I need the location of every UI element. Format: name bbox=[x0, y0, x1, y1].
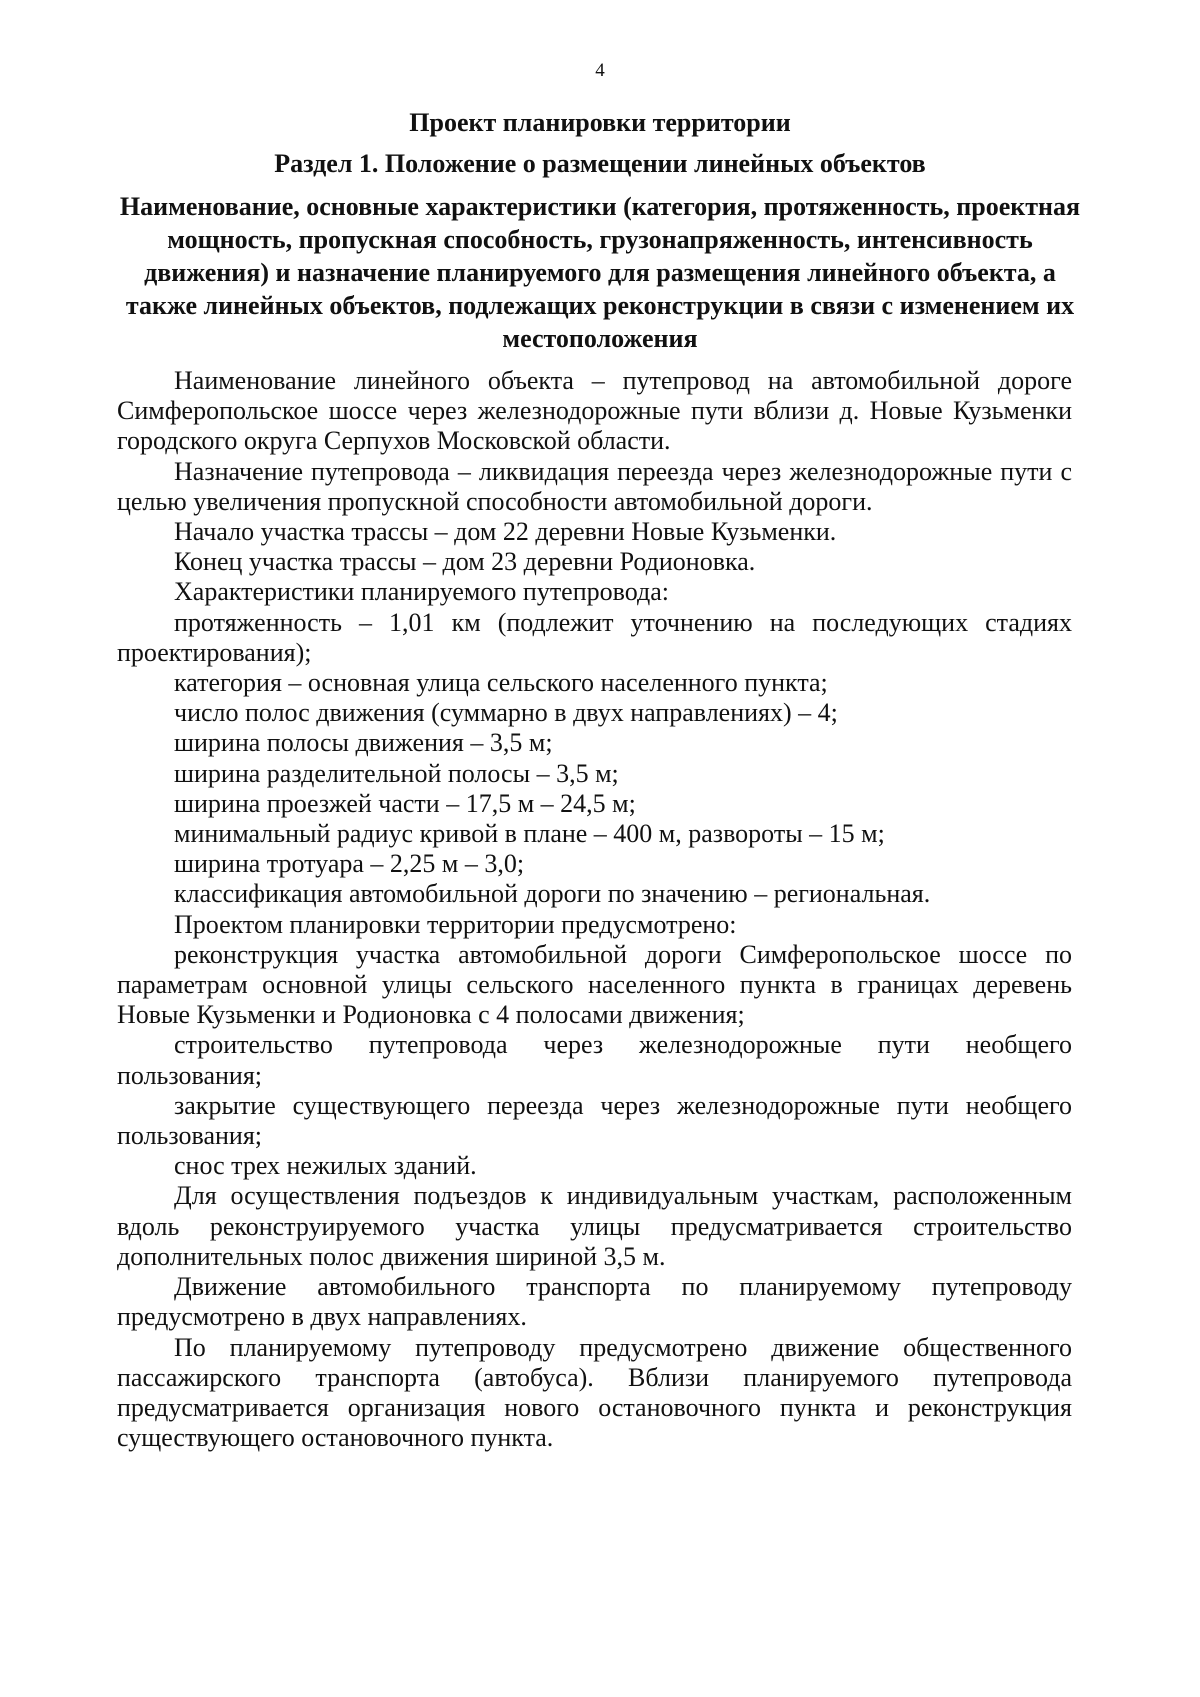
list-item: закрытие существующего переезда через железнодорожные пути необщего пользования; bbox=[117, 1090, 1072, 1151]
list-item: ширина тротуара – 2,25 м – 3,0; bbox=[174, 849, 525, 879]
list-item: ширина разделительной полосы – 3,5 м; bbox=[174, 758, 619, 788]
paragraph: Начало участка трассы – дом 22 деревни Новые Кузьменки. bbox=[174, 517, 837, 547]
paragraph: Движение автомобильного транспорта по планируемому путепроводу предусмотрено в двух направлениях. bbox=[117, 1272, 1072, 1332]
list-item: ширина проезжей части – 17,5 м – 24,5 м; bbox=[174, 788, 636, 818]
list-item: снос трех нежилых зданий. bbox=[174, 1151, 477, 1181]
paragraph: По планируемому путепроводу предусмотрено движение общественного пассажирского транспорта (автобуса). Вблизи планируемого путепровода предусматривается организация нового остановочного пункта и реконструкция существующего остановочного пункта. bbox=[117, 1332, 1072, 1453]
body-text bbox=[117, 366, 1072, 1453]
paragraph: Наименование линейного объекта – путепровод на автомобильной дороге Симферопольское шоссе через железнодорожные пути вблизи д. Новые Кузьменки городского округа Серпухов Московской области. bbox=[117, 366, 1072, 456]
page-number: 4 bbox=[595, 60, 605, 81]
paragraph: Проектом планировки территории предусмотрено: bbox=[174, 909, 737, 939]
list-item: строительство путепровода через железнодорожные пути необщего пользования; bbox=[117, 1030, 1072, 1090]
section-heading: Раздел 1. Положение о размещении линейных объектов bbox=[274, 149, 926, 178]
section-subtitle: Наименование, основные характеристики (категория, протяженность, проектная мощность, пропускная способность, грузонапряженность, интенсивность движения) и назначение планируемого для размещения линейного объекта, а также линейных объектов, подлежащих реконструкции в связи с изменением их местоположения bbox=[119, 192, 1081, 353]
list-item: минимальный радиус кривой в плане – 400 м, развороты – 15 м; bbox=[174, 819, 885, 849]
list-item: реконструкция участка автомобильной дороги Симферопольское шоссе по параметрам основной улицы сельского населенного пункта в границах деревень Новые Кузьменки и Родионовка с 4 полосами движения; bbox=[117, 939, 1072, 1030]
list-item: число полос движения (суммарно в двух направлениях) – 4; bbox=[174, 698, 838, 728]
paragraph: Для осуществления подъездов к индивидуальным участкам, расположенным вдоль реконструируемого участка улицы предусматривается строительство дополнительных полос движения шириной 3,5 м. bbox=[117, 1181, 1072, 1271]
document-title: Проект планировки территории bbox=[409, 108, 791, 137]
list-item: категория – основная улица сельского населенного пункта; bbox=[174, 668, 828, 698]
paragraph: Назначение путепровода – ликвидация переезда через железнодорожные пути с целью увеличения пропускной способности автомобильной дороги. bbox=[117, 456, 1072, 516]
paragraph: Характеристики планируемого путепровода: bbox=[174, 577, 669, 607]
list-item: протяженность – 1,01 км (подлежит уточнению на последующих стадиях проектирования); bbox=[117, 607, 1072, 667]
list-item: классификация автомобильной дороги по значению – региональная. bbox=[174, 879, 931, 909]
list-item: ширина полосы движения – 3,5 м; bbox=[174, 728, 553, 758]
paragraph: Конец участка трассы – дом 23 деревни Родионовка. bbox=[174, 547, 756, 577]
